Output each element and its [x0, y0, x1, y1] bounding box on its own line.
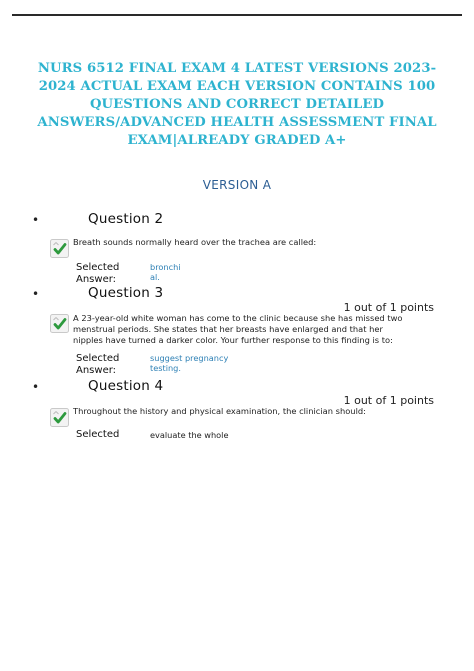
selected-answer-value: evaluate the whole: [150, 430, 229, 440]
question-title: Question 4: [88, 378, 164, 394]
checkmark-icon: [50, 239, 69, 258]
document-title: NURS 6512 FINAL EXAM 4 LATEST VERSIONS 2023-2024 ACTUAL EXAM EACH VERSION CONTAINS 100 QUESTIONS AND CORRECT DETAILED ANSWERS/ADVANCED HEALTH ASSESSMENT FINAL EXAM|ALREADY GRADED A+: [37, 61, 437, 148]
question-text: Breath sounds normally heard over the trachea are called:: [73, 237, 317, 247]
top-rule: [12, 14, 462, 16]
selected-answer-label: Selected Answer:: [76, 262, 120, 285]
question-text: A 23-year-old white woman has come to the clinic because she has missed two menstrual periods. She states that her breasts have enlarged and that her nipples have turned a darker color. Your further response to this finding is to:: [73, 313, 403, 345]
selected-answer-label: Selected: [76, 429, 120, 440]
points-score: 1 out of 1 points: [343, 394, 434, 407]
checkmark-icon: [50, 314, 69, 333]
version-heading: VERSION A: [202, 178, 272, 192]
selected-answer-value: bronchi al.: [150, 262, 181, 282]
checkmark-icon: [50, 408, 69, 427]
bullet: •: [32, 213, 40, 227]
bullet: •: [32, 287, 40, 301]
question-title: Question 2: [88, 211, 164, 227]
question-title: Question 3: [88, 285, 164, 301]
points-score: 1 out of 1 points: [343, 301, 434, 314]
bullet: •: [32, 380, 40, 394]
question-text: Throughout the history and physical examination, the clinician should:: [73, 406, 366, 416]
selected-answer-value: suggest pregnancy testing.: [150, 353, 229, 373]
selected-answer-label: Selected Answer:: [76, 353, 120, 376]
